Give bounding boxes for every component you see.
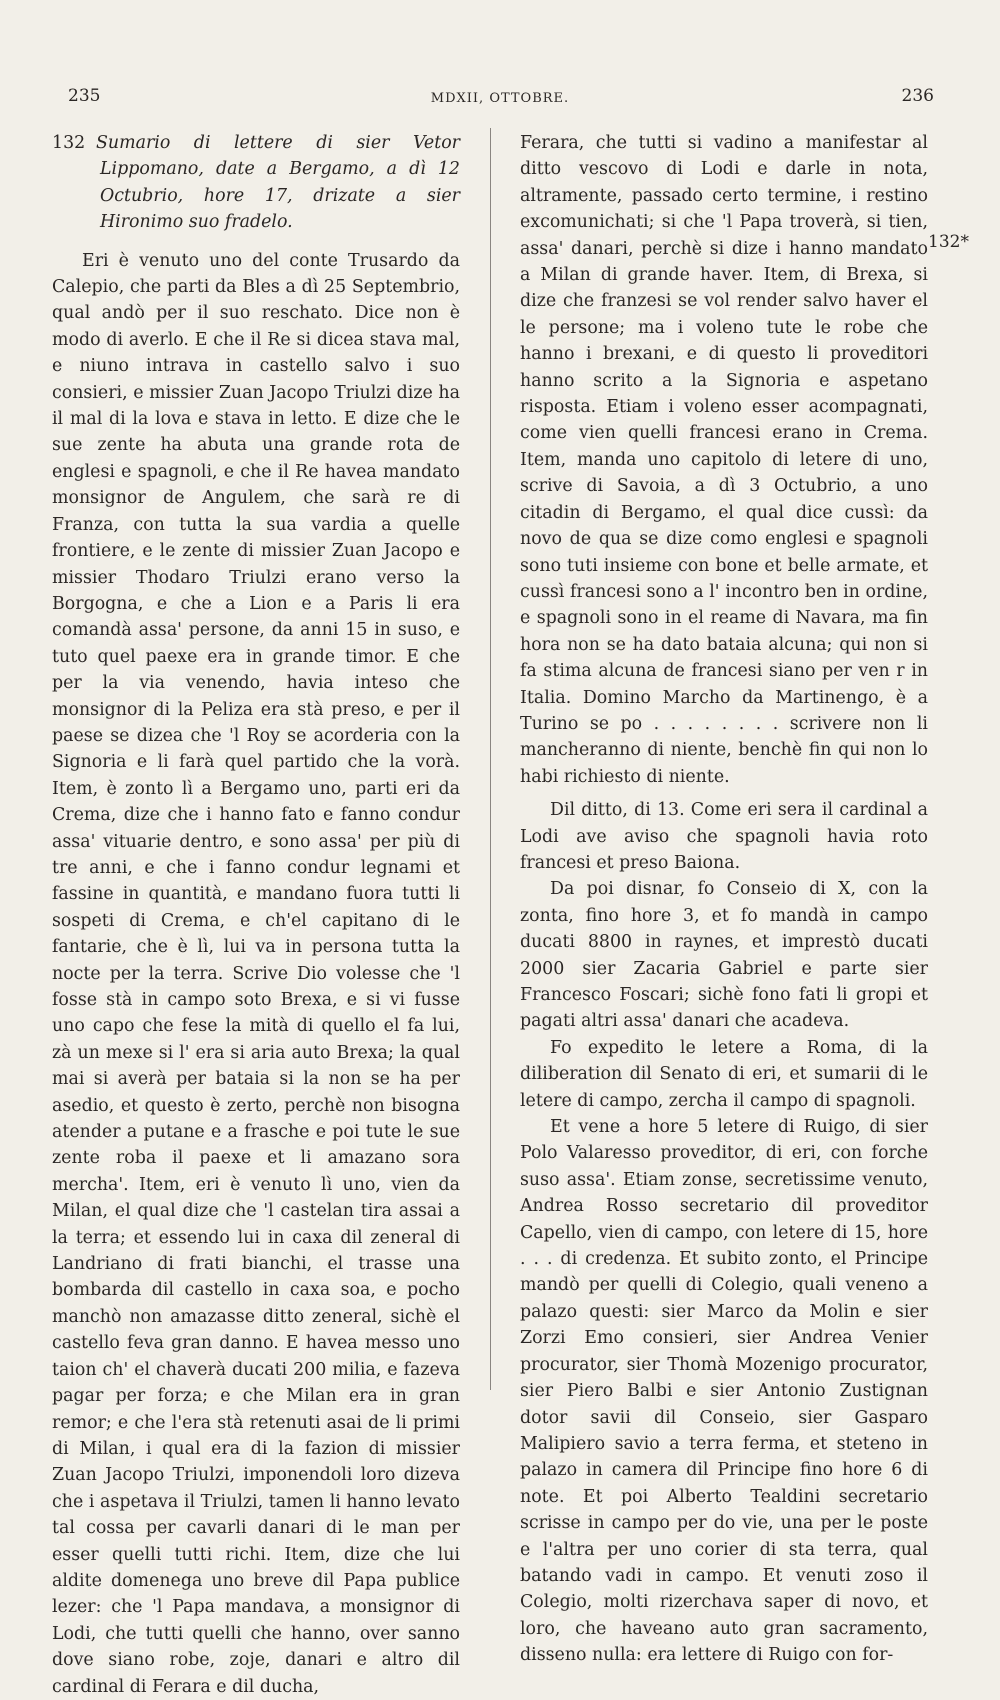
right-page-number: 236 (901, 86, 934, 106)
margin-note-left: 132 (52, 133, 86, 153)
right-paragraph: Et vene a hore 5 letere di Ruigo, di sier Polo Valaresso proveditor, di eri, con forche suso assa'. Etiam zonse, secretissime venuto, Andrea Rosso secretario dil proveditor Capello, vien di campo, con letere di 15, hore . . . di credenza. Et subito zonto, el Principe mandò per quelli di Colegio, quali veneno a palazo questi: sier Marco da Molin e sier Zorzi Emo consieri, sier Andrea Venier procurator, sier Thomà Mozenigo procurator, sier Piero Balbi e sier Antonio Zustignan dotor savii dil Conseio, sier Gasparo Malipiero savio a terra ferma, et steteno in palazo in camera dil Principe fino hore 6 di note. Et poi Alberto Tealdini secretario scrisse in campo per do vie, una per le poste e l'altra per uno corier di sta terra, qual batando vadi in campo. Et venuti zoso il Colegio, molti rizerchava saper di novo, et loro, che haveano auto gran sacramento, disseno nulla: era lettere di Ruigo con for- (520, 1117, 928, 1666)
left-column (52, 130, 460, 1700)
left-paragraph: Eri è venuto uno del conte Trusardo da Calepio, che parti da Bles a dì 25 Septembrio, qual andò per il suo reschato. Dice non è modo di averlo. E che il Re si dicea stava mal, e niuno intrava in castello salvo i suo consieri, e missier Zuan Jacopo Triulzi dize ha il mal di la lova e stava in letto. E dize che le sue zente ha abuta una grande rota de englesi e spagnoli, e che il Re havea mandato monsignor de Angulem, che sarà re di Franza, con tutta la sua vardia a quelle frontiere, e le zente di missier Zuan Jacopo e missier Thodaro Triulzi erano verso la Borgogna, e che a Lion e a Paris li era comandà assa' persone, da anni 15 in suso, e tuto quel paexe era in grande timor. E che per la via venendo, havia inteso che monsignor di la Peliza era stà preso, e per il paese se dizea che 'l Roy se acorderia con la Signoria e li farà quel partido che la vorà. Item, è zonto lì a Bergamo uno, parti eri da Crema, dize che i hanno fato e fanno condur assa' vituarie dentro, e sono assa' per più di tre anni, e che i fanno condur legnami et fassine in quantità, e mandano fuora tutti li sospeti di Crema, e ch'el capitano di le fantarie, che è lì, lui va in persona tutta la nocte per la terra. Scrive Dio volesse che 'l fosse stà in campo soto Brexa, e si vi fusse uno capo che fese la mità di quello el fa lui, zà un mexe si l' era si aria auto Brexa; la qual mai si averà per bataia si la non se ha per asedio, et questo è zerto, perchè non bisogna atender a putane e a frasche e poi tute le sue zente roba il paexe et li amazano sora mercha'. Item, eri è venuto lì uno, vien da Milan, el qual dize che 'l castelan tira assai a la terra; et essendo lui in caxa dil zeneral di Landriano di frati bianchi, el trasse una bombarda dil castello in caxa soa, e pocho manchò non amazasse ditto zeneral, sichè el castello feva gran danno. E havea messo uno taion ch' el chaverà ducati 200 milia, e fazeva pagar per forza; e che Milan era in gran remor; e che l'era stà retenuti asai de li primi di Milan, i qual era di la fazion di missier Zuan Jacopo Triulzi, imponendoli loro dizeva che i aspetava il Triulzi, tamen li hanno levato tal cossa per cavarli danari di le man per esser quelli tutti richi. Item, dize che lui aldite domenega uno breve dil Papa publice lezer: che 'l Papa mandava, a monsignor di Lodi, che tutti quelli che hanno, over sanno dove siano robe, zoje, danari e altro dil cardinal di Ferara e dil ducha, (52, 250, 460, 1697)
right-paragraph: Fo expedito le letere a Roma, di la diliberation dil Senato di eri, et sumarii di le letere di campo, zercha il campo di spagnoli. (520, 1037, 928, 1111)
right-paragraph: Da poi disnar, fo Conseio di X, con la zonta, fino hore 3, et fo mandà in campo ducati 8800 in raynes, et imprestò ducati 2000 sier Zacaria Gabriel e parte sier Francesco Foscari; sichè fono fati li gropi et pagati altri assa' danari che acadeva. (520, 879, 928, 1032)
running-title: MDXII, OTTOBRE. (430, 91, 570, 106)
heading-text: Sumario di lettere di sier Vetor Lippomano, date a Bergamo, a dì 12 Octubrio, hore 17, drizate a sier Hironimo suo fradelo. (96, 133, 460, 233)
right-column (520, 130, 928, 1669)
column-divider (490, 128, 491, 1390)
right-paragraph: Dil ditto, di 13. Come eri sera il cardinal a Lodi ave aviso che spagnoli havia roto francesi et preso Baiona. (520, 800, 928, 873)
margin-note-right: 132* (928, 232, 969, 252)
right-paragraph: Ferara, che tutti si vadino a manifestar al ditto vescovo di Lodi e darle in nota, altramente, passado certo termine, i restino excomunichati; si che 'l Papa troverà, si tien, assa' danari, perchè si dize i hanno mandato a Milan di grande haver. Item, di Brexa, si dize che franzesi se vol render salvo haver el le persone; ma i voleno tute le robe che hanno i brexani, e di questo li proveditori hanno scrito a la Signoria e aspetano risposta. Etiam i voleno esser acompagnati, come vien quelli francesi erano in Crema. Item, manda uno capitolo di letere di uno, scrive di Savoia, a dì 3 Octubrio, a uno citadin di Bergamo, el qual dice cussì: da novo de qua se dize como englesi e spagnoli sono tuti insieme con bone et belle armate, et cussì francesi sono a l' incontro ben in ordine, e spagnoli sono in el reame di Navara, ma fin hora non se ha dato bataia alcuna; qui non si fa stima alcuna de francesi siano per ven r in Italia. Domino Marcho da Martinengo, è a Turino se po . . . . . . . . scrivere non li mancheranno di niente, benchè fin qui non lo habi richiesto di niente. (520, 133, 928, 787)
left-page-number: 235 (68, 86, 101, 106)
section-heading (52, 130, 460, 236)
